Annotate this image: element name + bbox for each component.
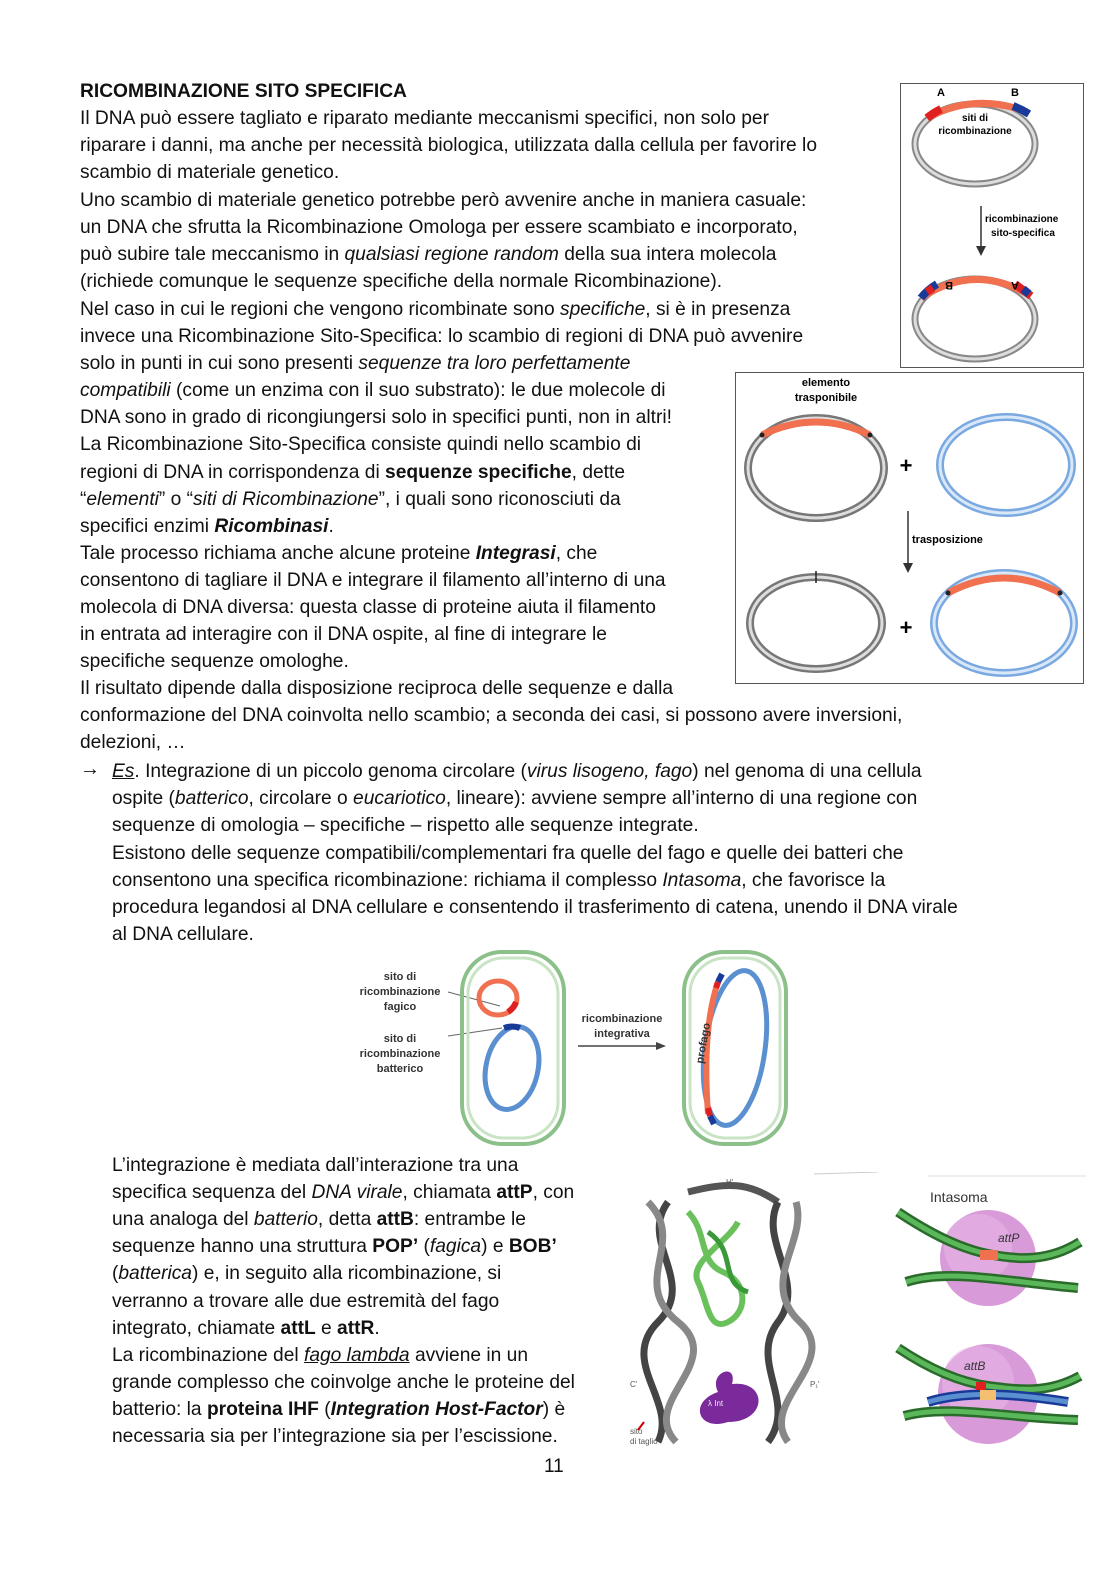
dna-helix-top — [688, 1185, 778, 1202]
red-site-a — [927, 109, 941, 118]
bacterial-dna-circle — [478, 1022, 546, 1115]
text-line — [80, 350, 630, 377]
transposition-label: trasposizione — [912, 534, 983, 546]
text-line: molecola di DNA diversa: questa classe di proteine aiuta il filamento — [80, 597, 656, 618]
attp-site-marker — [980, 1250, 998, 1260]
text-run: (come un enzima con il suo substrato): le due molecole di — [170, 380, 666, 401]
c-label: C' — [630, 1380, 638, 1389]
text-line — [112, 1233, 557, 1260]
text-run: , circolare o — [248, 788, 354, 809]
text-run: ) e, in seguito alla ricombinazione, si — [191, 1263, 502, 1284]
text-line — [112, 1342, 528, 1369]
text-run-bold-italic: Ricombinasi — [214, 516, 329, 537]
text-run-bold: attP — [496, 1182, 533, 1203]
text-run: , si è in presenza — [645, 299, 791, 320]
text-line: Il risultato dipende dalla disposizione reciproca delle sequenze e dalla — [80, 678, 674, 699]
text-run: sequenze hanno una struttura — [112, 1236, 373, 1257]
text-run-bold: sequenze specifiche — [385, 462, 572, 483]
page-number: 11 — [544, 1456, 564, 1477]
text-line: L’integrazione è mediata dall’interazione tra una — [112, 1155, 519, 1176]
figure-top-border — [814, 1172, 878, 1174]
h-label: H' — [726, 1178, 734, 1187]
label-b: B — [1011, 87, 1019, 99]
integrative-label-1: ricombinazione — [581, 1013, 663, 1025]
text-line: scambio di materiale genetico. — [80, 162, 340, 183]
bact-site-label-1: sito di — [383, 1033, 417, 1045]
inserted-end-left — [946, 591, 951, 596]
prophage-end-blue-bottom — [710, 1116, 714, 1124]
text-line — [112, 1206, 526, 1233]
target-dna-circle-inner — [940, 417, 1072, 513]
text-run: ospite ( — [112, 788, 175, 809]
text-line — [112, 785, 917, 812]
prophage-end-red-bottom — [708, 1108, 710, 1116]
text-line: Il DNA può essere tagliato e riparato mediante meccanismi specifici, non solo per — [80, 108, 769, 129]
attb-label: attB — [964, 1359, 986, 1373]
text-run-italic: eucariotico — [353, 788, 446, 809]
text-run: , che favorisce la — [741, 870, 886, 891]
text-run-bold-italic: Integration Host-Factor — [330, 1399, 543, 1420]
text-line: delezioni, … — [80, 732, 186, 753]
bact-site-label-2: ricombinazione — [359, 1048, 441, 1060]
label-b-flipped: B — [945, 279, 953, 291]
text-line — [80, 513, 334, 540]
transposition-arrow-head-icon — [903, 563, 913, 573]
cut-label-1: sito — [630, 1427, 643, 1436]
bacterial-cell-before — [462, 952, 564, 1144]
text-line — [80, 296, 790, 323]
text-run: , che — [555, 543, 598, 564]
text-run: , chiamata — [402, 1182, 497, 1203]
label-a-flipped: A — [1011, 279, 1019, 291]
text-run-italic: siti di Ricombinazione — [193, 489, 379, 510]
text-run-italic: qualsiasi regione random — [344, 244, 559, 265]
text-run: : entrambe le — [413, 1209, 526, 1230]
text-line: sequenze di omologia – specifiche – rispetto alle sequenze integrate. — [112, 815, 699, 836]
text-line: La Ricombinazione Sito-Specifica consiste quindi nello scambio di — [80, 434, 642, 455]
text-line — [80, 241, 776, 268]
attb-red-marker — [976, 1382, 986, 1390]
integrative-arrow-head-icon — [656, 1042, 666, 1050]
text-run: ” o “ — [158, 489, 194, 510]
text-run: . — [374, 1318, 380, 1339]
text-run-italic: virus lisogeno, fago — [526, 761, 693, 782]
text-run: , con — [532, 1182, 575, 1203]
text-run: Tale processo richiama anche alcune proteine — [80, 543, 476, 564]
text-run: ) e — [481, 1236, 509, 1257]
donor-dna-after-inner — [750, 577, 882, 669]
text-run: specifici enzimi — [80, 516, 215, 537]
figure-intasome — [628, 1172, 1086, 1454]
text-line: consentono di tagliare il DNA e integrare il filamento all’interno di una — [80, 570, 666, 591]
text-line — [80, 459, 625, 486]
ihf-label: λ Int — [708, 1399, 724, 1408]
text-run: , detta — [317, 1209, 377, 1230]
text-line: al DNA cellulare. — [112, 924, 254, 945]
text-run-italic: elementi — [86, 489, 159, 510]
phage-site-label-3: fagico — [383, 1001, 417, 1013]
text-run: regioni di DNA in corrispondenza di — [80, 462, 386, 483]
figure-integrative-recombination — [350, 948, 795, 1148]
text-run: ”, i quali sono riconosciuti da — [378, 489, 621, 510]
plus-icon-top: + — [899, 453, 913, 478]
transposon-end-right — [868, 433, 873, 438]
figure-2-svg — [736, 373, 1083, 683]
text-run-bold: attL — [280, 1318, 316, 1339]
text-run-underline: fago lambda — [304, 1345, 410, 1366]
text-run-italic: fagica — [429, 1236, 482, 1257]
arrow-bullet-icon: → — [80, 758, 100, 780]
protein-ribbon-green — [688, 1212, 742, 1324]
text-line: (richiede comunque le sequenze specifiche della normale Ricombinazione). — [80, 271, 723, 292]
text-line: verranno a trovare alle due estremità del fago — [112, 1291, 500, 1312]
text-run: . Integrazione di un piccolo genoma circolare ( — [134, 761, 527, 782]
figure-1-svg — [901, 84, 1083, 367]
text-line: specifiche sequenze omologhe. — [80, 651, 349, 672]
bact-site-leader — [448, 1028, 502, 1036]
text-run-bold: proteina IHF — [206, 1399, 319, 1420]
arrow-head-icon — [976, 246, 986, 256]
page-title: RICOMBINAZIONE SITO SPECIFICA — [80, 81, 407, 102]
sites-label-1: siti di — [961, 113, 989, 124]
plus-icon-bottom: + — [899, 615, 913, 640]
attp-label: attP — [998, 1231, 1020, 1245]
text-run-italic: compatibili — [80, 380, 171, 401]
text-line: in entrata ad interagire con il DNA ospite, al fine di integrare le — [80, 624, 607, 645]
text-line: conformazione del DNA coinvolta nello scambio; a seconda dei casi, si possono avere inversioni, — [80, 705, 903, 726]
intasome-label: Intasoma — [930, 1189, 988, 1205]
sites-label-2: ricombinazione — [938, 126, 1012, 137]
text-run-italic: sequenze tra loro perfettamente — [358, 353, 631, 374]
p-label: P₁' — [810, 1380, 820, 1389]
text-run: consentono una specifica ricombinazione: richiama il complesso — [112, 870, 663, 891]
text-run-bold-italic: Integrasi — [475, 543, 556, 564]
inserted-end-right — [1058, 591, 1063, 596]
text-run-italic: DNA virale — [311, 1182, 403, 1203]
text-run-italic: batterio — [253, 1209, 318, 1230]
arrow-label-2: sito-specifica — [991, 228, 1055, 239]
text-line: riparare i danni, ma anche per necessità biologica, utilizzata dalla cellula per favorire lo — [80, 135, 817, 156]
text-run-bold: BOB’ — [508, 1236, 557, 1257]
text-line — [80, 540, 597, 567]
text-run: può subire tale meccanismo in — [80, 244, 345, 265]
text-run-bold: POP’ — [372, 1236, 419, 1257]
text-line — [80, 486, 621, 513]
text-run: ) è — [542, 1399, 566, 1420]
text-run: , dette — [571, 462, 626, 483]
bacterial-site-marker — [504, 1027, 520, 1029]
phage-site-marker — [508, 1002, 516, 1012]
text-line: invece una Ricombinazione Sito-Specifica: lo scambio di regioni di DNA può avvenire — [80, 326, 804, 347]
text-run: avviene in un — [409, 1345, 529, 1366]
prophage-label: profago — [694, 1022, 714, 1065]
text-run-italic: batterico — [174, 788, 249, 809]
text-run-italic: Intasoma — [662, 870, 742, 891]
text-line — [112, 867, 885, 894]
figure-3-svg — [350, 948, 795, 1148]
integrative-label-2: integrativa — [594, 1028, 650, 1040]
prophage-end-blue-top — [718, 974, 722, 982]
text-run: ( — [418, 1236, 430, 1257]
text-line: procedura legandosi al DNA cellulare e consentendo il trasferimento di catena, unendo il DNA virale — [112, 897, 958, 918]
text-run: integrato, chiamate — [112, 1318, 281, 1339]
text-line: necessaria sia per l’integrazione sia per l’escissione. — [112, 1426, 558, 1447]
text-run: ( — [318, 1399, 331, 1420]
text-run: ( — [112, 1263, 119, 1284]
prophage-end-red-top — [716, 982, 718, 988]
text-run-bold: attB — [376, 1209, 414, 1230]
text-run: ) nel genoma di una cellula — [692, 761, 922, 782]
figure-site-specific-recombination — [900, 83, 1084, 368]
text-run: “ — [80, 489, 87, 510]
text-line: Uno scambio di materiale genetico potrebbe però avvenire anche in maniera casuale: — [80, 190, 807, 211]
text-run: una analoga del — [112, 1209, 254, 1230]
dna-helix-right-strand-2 — [781, 1202, 812, 1442]
arrow-label-1: ricombinazione — [985, 214, 1059, 225]
text-run: La ricombinazione del — [112, 1345, 304, 1366]
text-line — [112, 758, 922, 785]
blue-marker — [1023, 289, 1029, 294]
text-line: Esistono delle sequenze compatibili/complementari fra quelle del fago e quelle dei batteri che — [112, 843, 904, 864]
text-run-underline: Es — [112, 761, 135, 782]
text-run: Nel caso in cui le regioni che vengono ricombinate sono — [80, 299, 560, 320]
text-run: e — [315, 1318, 338, 1339]
text-run: , lineare): avviene sempre all’interno di una regione con — [445, 788, 918, 809]
phage-site-label-2: ricombinazione — [359, 986, 441, 998]
red-marker — [927, 288, 933, 292]
text-line: DNA sono in grado di ricongiungersi solo in specifici punti, non in altri! — [80, 407, 672, 428]
text-line — [112, 1315, 380, 1342]
bact-site-label-3: batterico — [376, 1063, 424, 1075]
attb-site-marker — [980, 1390, 996, 1400]
text-line — [112, 1260, 501, 1287]
text-line — [112, 1179, 574, 1206]
text-run: . — [328, 516, 334, 537]
text-run-italic: specifiche — [559, 299, 646, 320]
text-run-bold: attR — [337, 1318, 375, 1339]
text-line: grande complesso che coinvolge anche le proteine del — [112, 1372, 575, 1393]
text-run: solo in punti in cui sono presenti — [80, 353, 359, 374]
transposon-label-2: trasponibile — [794, 392, 858, 404]
transposon-end-left — [760, 433, 765, 438]
figure-4-svg — [628, 1172, 1086, 1454]
cut-label-2: di taglio — [630, 1437, 658, 1446]
protein-purple — [700, 1372, 759, 1424]
label-a: A — [937, 87, 945, 99]
text-line — [112, 1396, 565, 1423]
text-run: specifica sequenza del — [112, 1182, 312, 1203]
transposon-label-1: elemento — [801, 377, 851, 389]
text-run: batterio: la — [112, 1399, 207, 1420]
text-run-italic: batterica — [118, 1263, 192, 1284]
figure-transposition — [735, 372, 1084, 684]
text-line: un DNA che sfrutta la Ricombinazione Omologa per essere scambiato e incorporato, — [80, 217, 798, 238]
text-line — [80, 377, 666, 404]
phage-site-label-1: sito di — [383, 971, 417, 983]
text-run: della sua intera molecola — [558, 244, 777, 265]
phage-site-leader — [448, 992, 500, 1006]
